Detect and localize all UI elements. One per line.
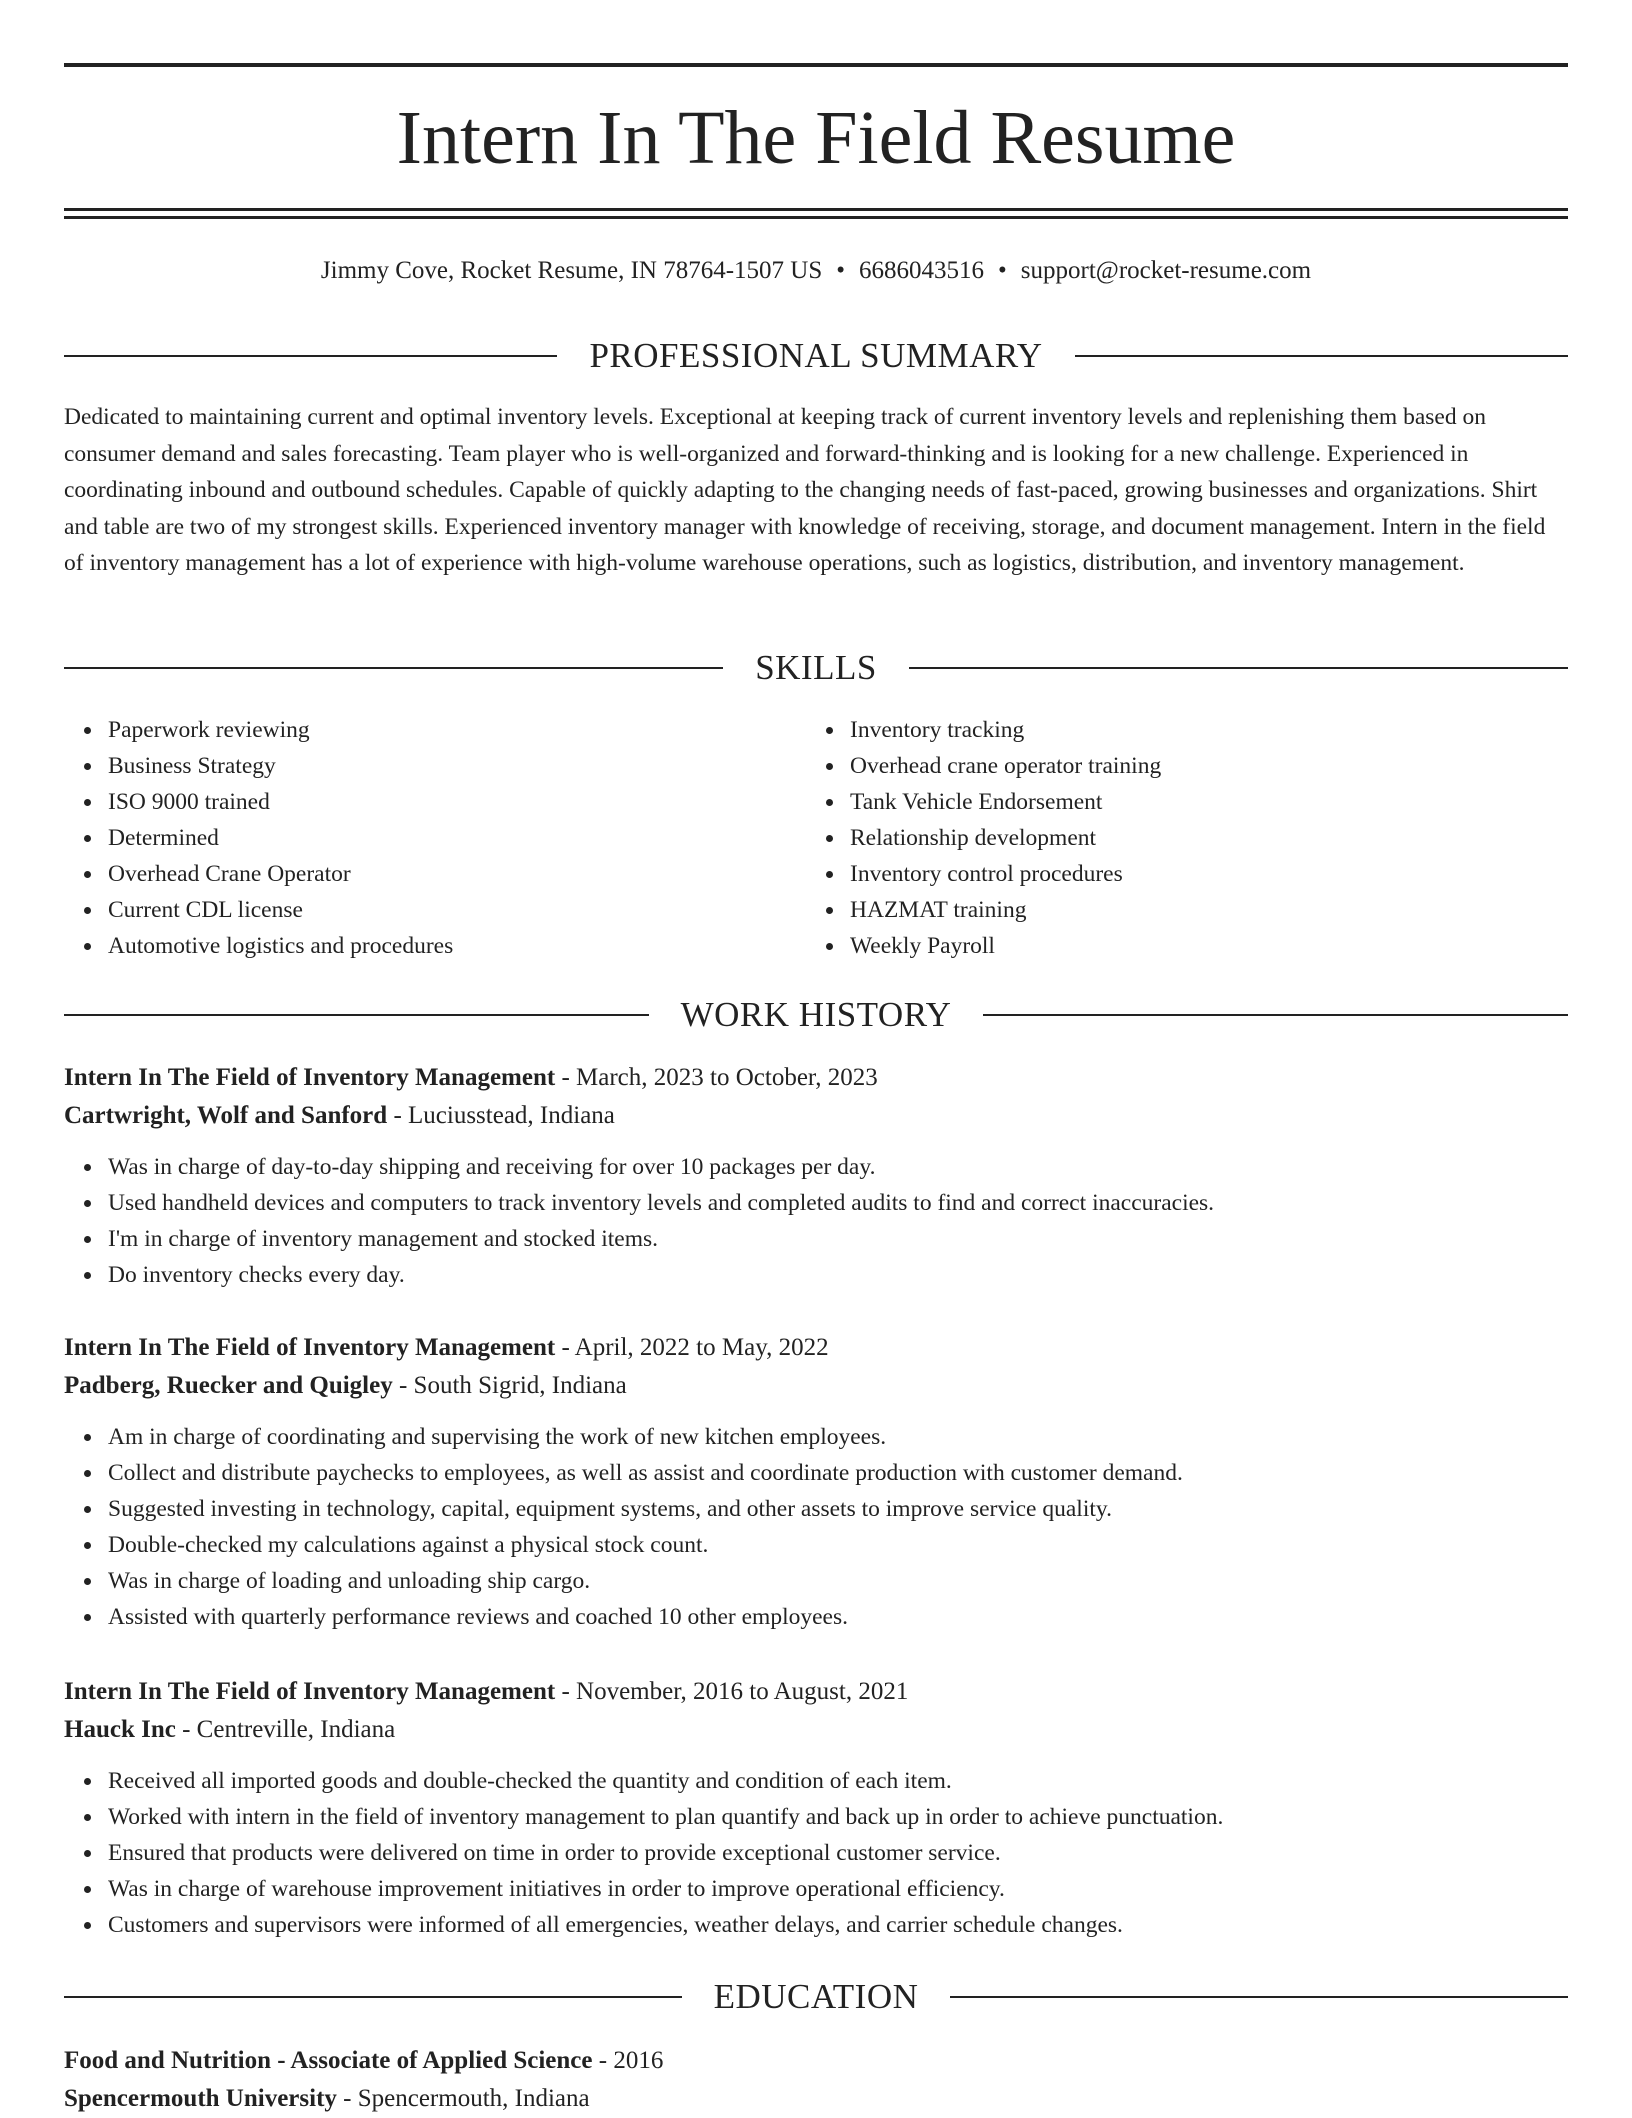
contact-address: Jimmy Cove, Rocket Resume, IN 78764-1507 US bbox=[320, 257, 823, 284]
contact-line bbox=[64, 254, 1568, 288]
skill-item: Overhead Crane Operator bbox=[108, 856, 806, 892]
job-bullets bbox=[64, 1763, 1568, 1943]
job-bullet: Was in charge of warehouse improvement initiatives in order to improve operational efficiency. bbox=[108, 1871, 1568, 1907]
job-title-line bbox=[64, 1059, 1568, 1097]
top-rule bbox=[64, 63, 1568, 67]
resume-title: Intern In The Field Resume bbox=[396, 96, 1236, 180]
work-heading-label: WORK HISTORY bbox=[680, 995, 952, 1034]
heading-rule-left bbox=[64, 667, 723, 669]
job-bullet: Ensured that products were delivered on time in order to provide exceptional customer service. bbox=[108, 1835, 1568, 1871]
education-year: - 2016 bbox=[598, 2047, 664, 2074]
skill-item: Tank Vehicle Endorsement bbox=[850, 784, 1568, 820]
job-bullet: Was in charge of loading and unloading ship cargo. bbox=[108, 1563, 1568, 1599]
contact-phone: 6686043516 bbox=[859, 257, 985, 284]
education-degree: Food and Nutrition - Associate of Applied Science bbox=[64, 2047, 593, 2074]
contact-separator: • bbox=[998, 257, 1007, 284]
skill-item: Weekly Payroll bbox=[850, 928, 1568, 964]
skills-heading-label: SKILLS bbox=[755, 648, 877, 687]
job-location: - Centreville, Indiana bbox=[182, 1716, 396, 1743]
job-company: Hauck Inc bbox=[64, 1716, 176, 1743]
job-title-line bbox=[64, 1673, 1568, 1711]
job-title-line bbox=[64, 1329, 1568, 1367]
job-bullet: Do inventory checks every day. bbox=[108, 1257, 1568, 1293]
skill-item: Paperwork reviewing bbox=[108, 712, 806, 748]
education-entry bbox=[64, 2042, 1568, 2118]
skill-item: ISO 9000 trained bbox=[108, 784, 806, 820]
title-rule-lower bbox=[64, 216, 1568, 219]
skill-item: Automotive logistics and procedures bbox=[108, 928, 806, 964]
heading-rule-right bbox=[1075, 355, 1568, 357]
job-dates: - November, 2016 to August, 2021 bbox=[561, 1678, 909, 1705]
job-bullet: Assisted with quarterly performance reviews and coached 10 other employees. bbox=[108, 1599, 1568, 1635]
heading-rule-right bbox=[909, 667, 1568, 669]
skill-item: Overhead crane operator training bbox=[850, 748, 1568, 784]
summary-text: Dedicated to maintaining current and optimal inventory levels. Exceptional at keeping track of current inventory levels and replenishing them based on consumer demand and sales forecasting. Team player who is well-organized and forward-thinking and is looking for a new challenge. Experienced in coordinating inbound and outbound schedules. Capable of quickly adapting to the changing needs of fast-paced, growing businesses and organizations. Shirt and table are two of my strongest skills. Experienced inventory manager with knowledge of receiving, storage, and document management. Intern in the field of inventory management has a lot of experience with high-volume warehouse operations, such as logistics, distribution, and inventory management. bbox=[64, 404, 1546, 576]
title-rule-upper bbox=[64, 208, 1568, 211]
job-bullet: Double-checked my calculations against a physical stock count. bbox=[108, 1527, 1568, 1563]
skill-item: HAZMAT training bbox=[850, 892, 1568, 928]
job-entry bbox=[64, 1329, 1568, 1635]
job-location: - South Sigrid, Indiana bbox=[398, 1372, 627, 1399]
job-bullets bbox=[64, 1419, 1568, 1635]
contact-separator: • bbox=[836, 257, 846, 284]
job-company-line bbox=[64, 1711, 1568, 1749]
job-title: Intern In The Field of Inventory Management bbox=[64, 1678, 556, 1705]
heading-rule-left bbox=[64, 1014, 649, 1016]
job-bullets bbox=[64, 1149, 1568, 1293]
job-entry bbox=[64, 1059, 1568, 1293]
job-bullet: Collect and distribute paychecks to employees, as well as assist and coordinate production with customer demand. bbox=[108, 1455, 1568, 1491]
job-bullet: I'm in charge of inventory management and stocked items. bbox=[108, 1221, 1568, 1257]
skill-item: Relationship development bbox=[850, 820, 1568, 856]
job-bullet: Received all imported goods and double-checked the quantity and condition of each item. bbox=[108, 1763, 1568, 1799]
job-bullet: Used handheld devices and computers to track inventory levels and completed audits to find and correct inaccuracies. bbox=[108, 1185, 1568, 1221]
job-company: Padberg, Ruecker and Quigley bbox=[64, 1372, 393, 1399]
education-school: Spencermouth University bbox=[64, 2085, 337, 2112]
job-company: Cartwright, Wolf and Sanford bbox=[64, 1102, 388, 1129]
education-section-heading bbox=[64, 1977, 1568, 2017]
job-bullet: Worked with intern in the field of inventory management to plan quantify and back up in order to achieve punctuation. bbox=[108, 1799, 1568, 1835]
skill-item: Inventory control procedures bbox=[850, 856, 1568, 892]
skills-section-heading bbox=[64, 648, 1568, 688]
summary-heading-label: PROFESSIONAL SUMMARY bbox=[589, 336, 1043, 375]
contact-email: support@rocket-resume.com bbox=[1020, 257, 1312, 284]
summary-section-heading bbox=[64, 336, 1568, 376]
job-bullet: Customers and supervisors were informed of all emergencies, weather delays, and carrier schedule changes. bbox=[108, 1907, 1568, 1943]
skills-column-left bbox=[64, 712, 806, 964]
job-company-line bbox=[64, 1367, 1568, 1405]
job-dates: - April, 2022 to May, 2022 bbox=[561, 1334, 829, 1361]
heading-rule-right bbox=[983, 1014, 1568, 1016]
job-title: Intern In The Field of Inventory Management bbox=[64, 1064, 556, 1091]
skills-column-right bbox=[806, 712, 1568, 964]
job-entry bbox=[64, 1673, 1568, 1943]
job-bullet: Suggested investing in technology, capital, equipment systems, and other assets to improve service quality. bbox=[108, 1491, 1568, 1527]
job-dates: - March, 2023 to October, 2023 bbox=[561, 1064, 878, 1091]
job-company-line bbox=[64, 1097, 1568, 1135]
job-bullet: Am in charge of coordinating and supervising the work of new kitchen employees. bbox=[108, 1419, 1568, 1455]
skill-item: Business Strategy bbox=[108, 748, 806, 784]
skill-item: Current CDL license bbox=[108, 892, 806, 928]
skills-list bbox=[64, 712, 1568, 964]
heading-rule-left bbox=[64, 1996, 682, 1998]
education-heading-label: EDUCATION bbox=[713, 1977, 919, 2016]
job-location: - Luciusstead, Indiana bbox=[393, 1102, 615, 1129]
job-title: Intern In The Field of Inventory Management bbox=[64, 1334, 556, 1361]
education-location: - Spencermouth, Indiana bbox=[343, 2085, 590, 2112]
work-section-heading bbox=[64, 995, 1568, 1035]
skill-item: Determined bbox=[108, 820, 806, 856]
heading-rule-right bbox=[950, 1996, 1568, 1998]
skill-item: Inventory tracking bbox=[850, 712, 1568, 748]
education-school-line bbox=[64, 2080, 1568, 2118]
heading-rule-left bbox=[64, 355, 557, 357]
education-degree-line bbox=[64, 2042, 1568, 2080]
job-bullet: Was in charge of day-to-day shipping and receiving for over 10 packages per day. bbox=[108, 1149, 1568, 1185]
